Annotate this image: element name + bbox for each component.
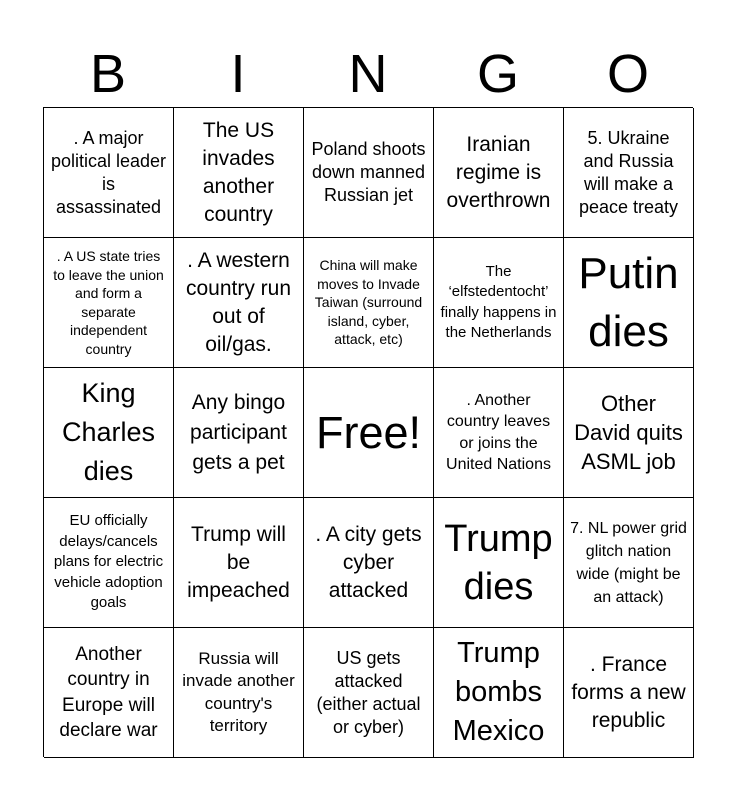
bingo-cell[interactable] <box>434 628 564 758</box>
bingo-cell-text: . Another country leaves or joins the United Nations <box>446 391 551 473</box>
bingo-cell-text: . A US state tries to leave the union and form a separate independent country <box>53 248 164 357</box>
bingo-cell[interactable] <box>434 368 564 498</box>
bingo-cell[interactable] <box>44 368 174 498</box>
header-letter-b: B <box>89 44 127 104</box>
bingo-cell[interactable] <box>174 238 304 368</box>
bingo-cell-text: . A major political leader is assassinated <box>50 127 167 217</box>
header-letter-g: G <box>476 44 519 104</box>
bingo-cell[interactable] <box>44 498 174 628</box>
bingo-cell-text: EU officially delays/cancels plans for electric vehicle adoption goals <box>53 512 164 612</box>
bingo-cell-text: Putin dies <box>578 248 679 356</box>
bingo-cell-text: . A western country run out of oil/gas. <box>185 248 292 356</box>
bingo-cell[interactable] <box>304 108 434 238</box>
bingo-cell[interactable] <box>564 238 694 368</box>
bingo-cell-text: Other David quits ASML job <box>574 391 683 474</box>
bingo-cell[interactable] <box>44 238 174 368</box>
bingo-cell-text: Trump will be impeached <box>187 522 290 602</box>
header-letter-i: I <box>230 44 246 104</box>
bingo-cell[interactable] <box>44 108 174 238</box>
bingo-cell-text: Trump bombs Mexico <box>452 637 545 747</box>
bingo-cell-text: Another country in Europe will declare war <box>59 643 158 741</box>
bingo-cell[interactable] <box>304 238 434 368</box>
bingo-cell-text: The ‘elfstedentocht’ finally happens in the Netherlands <box>440 262 557 341</box>
bingo-cell-text: The US invades another country <box>202 118 275 226</box>
bingo-cell[interactable] <box>304 498 434 628</box>
bingo-cell[interactable] <box>174 368 304 498</box>
bingo-cell[interactable] <box>174 108 304 238</box>
bingo-cell[interactable] <box>434 498 564 628</box>
bingo-cell-text: Any bingo participant gets a pet <box>190 390 287 474</box>
bingo-cell-text: King Charles dies <box>61 378 156 486</box>
bingo-cell[interactable] <box>564 628 694 758</box>
bingo-cell[interactable] <box>564 498 694 628</box>
bingo-cell[interactable] <box>434 238 564 368</box>
bingo-cell[interactable] <box>174 498 304 628</box>
bingo-cell-text: 7. NL power grid glitch nation wide (might be an attack) <box>570 519 687 606</box>
bingo-cell-text: China will make moves to Invade Taiwan (surround island, cyber, attack, etc) <box>314 257 423 348</box>
header-letter-n: N <box>348 44 388 104</box>
bingo-card-grid <box>43 107 693 757</box>
bingo-cell-text: Iranian regime is overthrown <box>446 132 551 212</box>
bingo-cell-text: Trump dies <box>444 517 553 608</box>
bingo-cell-text: Free! <box>315 406 422 458</box>
bingo-cell[interactable] <box>174 628 304 758</box>
bingo-header <box>43 44 693 104</box>
bingo-cell[interactable] <box>304 628 434 758</box>
bingo-cell-text: US gets attacked (either actual or cyber) <box>316 647 421 737</box>
bingo-cell-text: 5. Ukraine and Russia will make a peace treaty <box>578 127 679 217</box>
bingo-cell-text: . A city gets cyber attacked <box>315 522 422 602</box>
bingo-cell[interactable] <box>434 108 564 238</box>
bingo-cell-free[interactable] <box>304 368 434 498</box>
bingo-cell-text: . France forms a new republic <box>571 652 686 732</box>
header-letter-o: O <box>606 44 649 104</box>
bingo-cell[interactable] <box>564 108 694 238</box>
bingo-cell-text: Russia will invade another country's territory <box>182 648 295 735</box>
bingo-cell-text: Poland shoots down manned Russian jet <box>311 139 426 205</box>
bingo-cell[interactable] <box>564 368 694 498</box>
bingo-cell[interactable] <box>44 628 174 758</box>
